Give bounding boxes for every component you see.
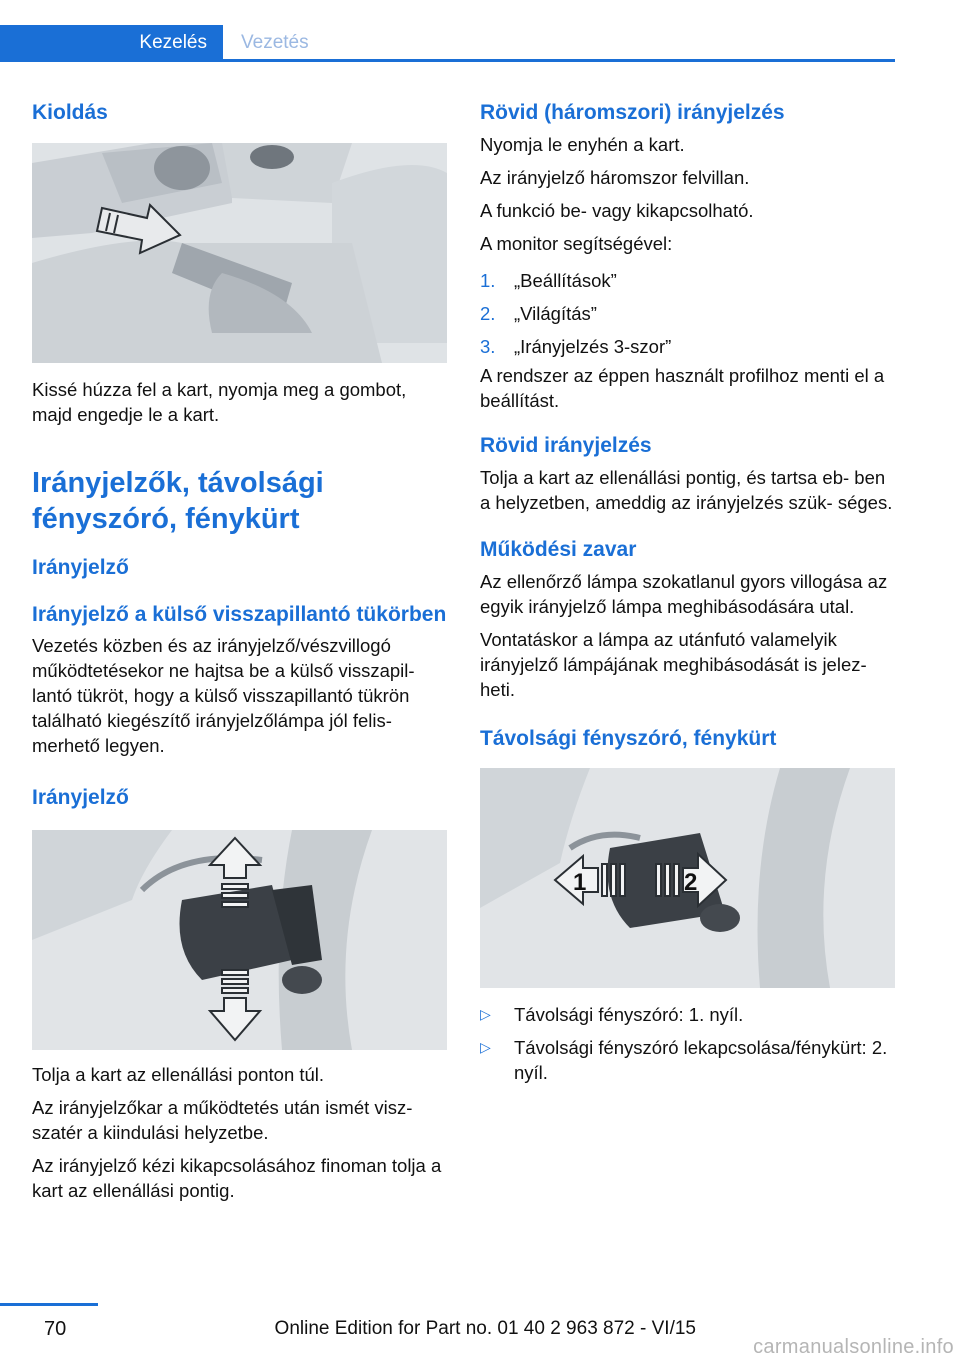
bullet-text: Távolsági fényszóró lekapcsolása/fénykürt: 2. nyíl. bbox=[514, 1037, 888, 1083]
para-kikapcsolhato: A funkció be- vagy kikapcsolható. bbox=[480, 200, 754, 221]
list-item bbox=[480, 1002, 895, 1027]
footer-line bbox=[0, 1303, 98, 1306]
tab-vezetes[interactable] bbox=[241, 25, 309, 60]
heading-rovid: Rövid irányjelzés bbox=[480, 434, 652, 457]
turn-signal-illustration bbox=[32, 830, 447, 1050]
para-kikapcsolas: Az irányjelző kézi kikapcsolásához finoman tolja a kart az ellenállási pontig. bbox=[32, 1155, 442, 1201]
para-zavar-1: Az ellenőrző lámpa szokatlanul gyors villogása az egyik irányjelző lámpa meghibásodására utal. bbox=[480, 571, 888, 617]
step-number: 1. bbox=[480, 270, 496, 291]
figure-high-beam bbox=[480, 768, 895, 988]
para-visszater: Az irányjelzőkar a működtetés után ismét visz‐ szatér a kiindulási helyzetbe. bbox=[32, 1097, 413, 1143]
heading-main: Irányjelzők, távolsági fényszóró, fénykürt bbox=[32, 467, 324, 535]
footer-edition: Online Edition for Part no. 01 40 2 963 872 - VI/15 bbox=[274, 1318, 696, 1339]
heading-kulso-tukor: Irányjelző a külső visszapillantó tükörben bbox=[32, 603, 447, 626]
step-number: 3. bbox=[480, 336, 496, 357]
list-item bbox=[480, 301, 895, 326]
triangle-bullet-icon: ▷ bbox=[480, 1039, 491, 1055]
list-item bbox=[480, 268, 895, 293]
tab-kezeles[interactable] bbox=[0, 25, 223, 60]
right-column bbox=[480, 100, 895, 1093]
page-number: 70 bbox=[44, 1318, 67, 1340]
para-profil: A rendszer az éppen használt profilhoz menti el a beállítást. bbox=[480, 365, 885, 411]
heading-rovid-haromszori: Rövid (háromszori) irányjelzés bbox=[480, 101, 785, 124]
list-item bbox=[480, 334, 895, 359]
bullet-text: Távolsági fényszóró: 1. nyíl. bbox=[514, 1004, 744, 1025]
parking-brake-illustration bbox=[32, 143, 447, 363]
watermark: carmanualsonline.info bbox=[753, 1336, 954, 1358]
steps-list bbox=[480, 268, 895, 359]
para-kulso-tukor: Vezetés közben és az irányjelző/vészvillogó működtetésekor ne hajtsa be a külső visszapil‐ lantó tükröt, hogy a külső visszapillantó tükrön található kiegészítő irányjelzőlámpa jól felis‐ merhető legyen. bbox=[32, 635, 415, 756]
figure-parking-brake bbox=[32, 143, 447, 363]
para-nyomja: Nyomja le enyhén a kart. bbox=[480, 134, 685, 155]
step-text: „Világítás” bbox=[514, 303, 597, 324]
heading-iranyjelzo: Irányjelző bbox=[32, 556, 129, 579]
arrow-2-label: 2 bbox=[684, 869, 698, 896]
step-text: „Irányjelzés 3-szor” bbox=[514, 336, 672, 357]
heading-iranyjelzo-2: Irányjelző bbox=[32, 786, 129, 809]
chapter-tabs bbox=[0, 25, 895, 63]
tab-kezeles-label: Kezelés bbox=[139, 31, 207, 53]
heading-tavolsagi: Távolsági fényszóró, fénykürt bbox=[480, 727, 777, 750]
para-zavar-2: Vontatáskor a lámpa az utánfutó valamelyik irányjelző lámpájának meghibásodását is jelez‐ heti. bbox=[480, 629, 867, 700]
high-beam-illustration bbox=[480, 768, 895, 988]
para-rovid: Tolja a kart az ellenállási pontig, és tartsa eb‐ ben a helyzetben, ameddig az irányjelzés szük‐ séges. bbox=[480, 467, 893, 513]
para-felvillan: Az irányjelző háromszor felvillan. bbox=[480, 167, 750, 188]
step-text: „Beállítások” bbox=[514, 270, 617, 291]
para-monitor: A monitor segítségével: bbox=[480, 233, 673, 254]
para-kioldas: Kissé húzza fel a kart, nyomja meg a gombot, majd engedje le a kart. bbox=[32, 379, 407, 425]
bullet-list bbox=[480, 1002, 895, 1085]
heading-zavar: Működési zavar bbox=[480, 538, 637, 561]
tab-vezetes-label: Vezetés bbox=[241, 31, 309, 53]
heading-kioldas: Kioldás bbox=[32, 101, 108, 124]
arrow-1-label: 1 bbox=[573, 869, 587, 896]
figure-turn-signal bbox=[32, 830, 447, 1050]
tab-underline bbox=[0, 59, 895, 62]
list-item bbox=[480, 1035, 895, 1085]
left-column bbox=[32, 100, 447, 1203]
triangle-bullet-icon: ▷ bbox=[480, 1006, 491, 1022]
para-tolja: Tolja a kart az ellenállási ponton túl. bbox=[32, 1064, 325, 1085]
step-number: 2. bbox=[480, 303, 496, 324]
